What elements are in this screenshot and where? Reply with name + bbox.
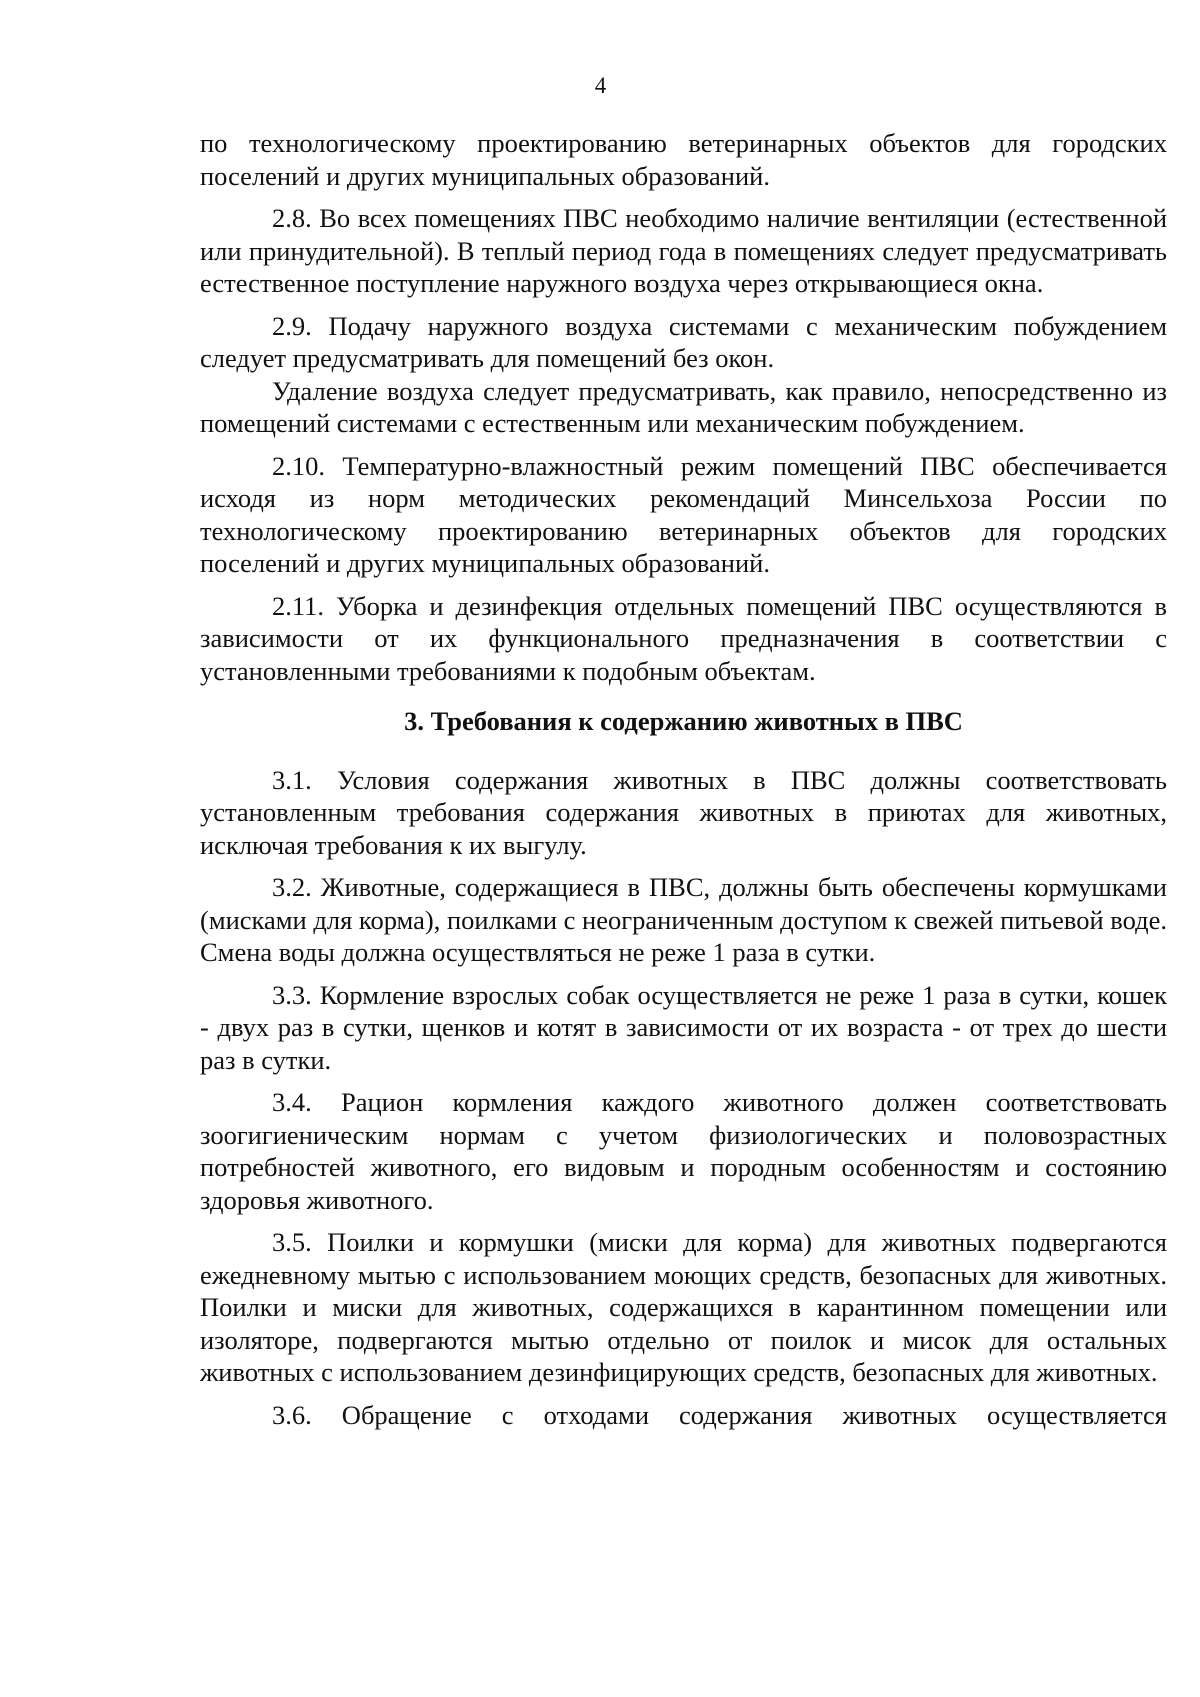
paragraph-2-10: 2.10. Температурно-влажностный режим помещений ПВС обеспечивается исходя из норм методических рекомендаций Минсельхоза России по технологическому проектированию ветеринарных объектов для городских поселений и других муниципальных образований. bbox=[200, 450, 1167, 578]
paragraph-2-9-air-removal: Удаление воздуха следует предусматривать, как правило, непосредственно из помещений системами с естественным или механическим побуждением. bbox=[200, 375, 1167, 438]
paragraph-3-4: 3.4. Рацион кормления каждого животного должен соответствовать зоогигиеническим нормам с учетом физиологических и половозрастных потребностей животного, его видовым и породным особенностям и состоянию здоровья животного. bbox=[200, 1087, 1167, 1215]
document-body bbox=[200, 127, 1167, 1441]
paragraph-3-2: 3.2. Животные, содержащиеся в ПВС, должны быть обеспечены кормушками (мисками для корма), поилками с неограниченным доступом к свежей питьевой воде. Смена воды должна осуществляться не реже 1 раза в сутки. bbox=[200, 872, 1167, 967]
paragraph-3-6: 3.6. Обращение с отходами содержания животных осуществляется bbox=[272, 1399, 1167, 1430]
paragraph-3-1: 3.1. Условия содержания животных в ПВС должны соответствовать установленным требования содержания животных в приютах для животных, исключая требования к их выгулу. bbox=[200, 764, 1167, 860]
paragraph-2-9: 2.9. Подачу наружного воздуха системами с механическим побуждением следует предусматривать для помещений без окон. bbox=[200, 310, 1167, 373]
paragraph-3-3: 3.3. Кормление взрослых собак осуществляется не реже 1 раза в сутки, кошек - двух раз в сутки, щенков и котят в зависимости от их возраста - от трех до шести раз в сутки. bbox=[200, 979, 1167, 1075]
paragraph-2-11: 2.11. Уборка и дезинфекция отдельных помещений ПВС осуществляются в зависимости от их функционального предназначения в соответствии с установленными требованиями к подобным объектам. bbox=[200, 590, 1167, 686]
paragraph-2-8: 2.8. Во всех помещениях ПВС необходимо наличие вентиляции (естественной или принудительной). В теплый период года в помещениях следует предусматривать естественное поступление наружного воздуха через открывающиеся окна. bbox=[200, 203, 1167, 298]
paragraph-continuation: по технологическому проектированию ветеринарных объектов для городских поселений и других муниципальных образований. bbox=[200, 128, 1167, 191]
section-3-heading: 3. Требования к содержанию животных в ПВС bbox=[404, 706, 963, 736]
paragraph-3-5: 3.5. Поилки и кормушки (миски для корма) для животных подвергаются ежедневному мытью с использованием моющих средств, безопасных для животных. Поилки и миски для животных, содержащихся в карантинном помещении или изоляторе, подвергаются мытью отдельно от поилок и мисок для остальных животных с использованием дезинфицирующих средств, безопасных для животных. bbox=[200, 1227, 1167, 1387]
page-number: 4 bbox=[594, 73, 607, 98]
